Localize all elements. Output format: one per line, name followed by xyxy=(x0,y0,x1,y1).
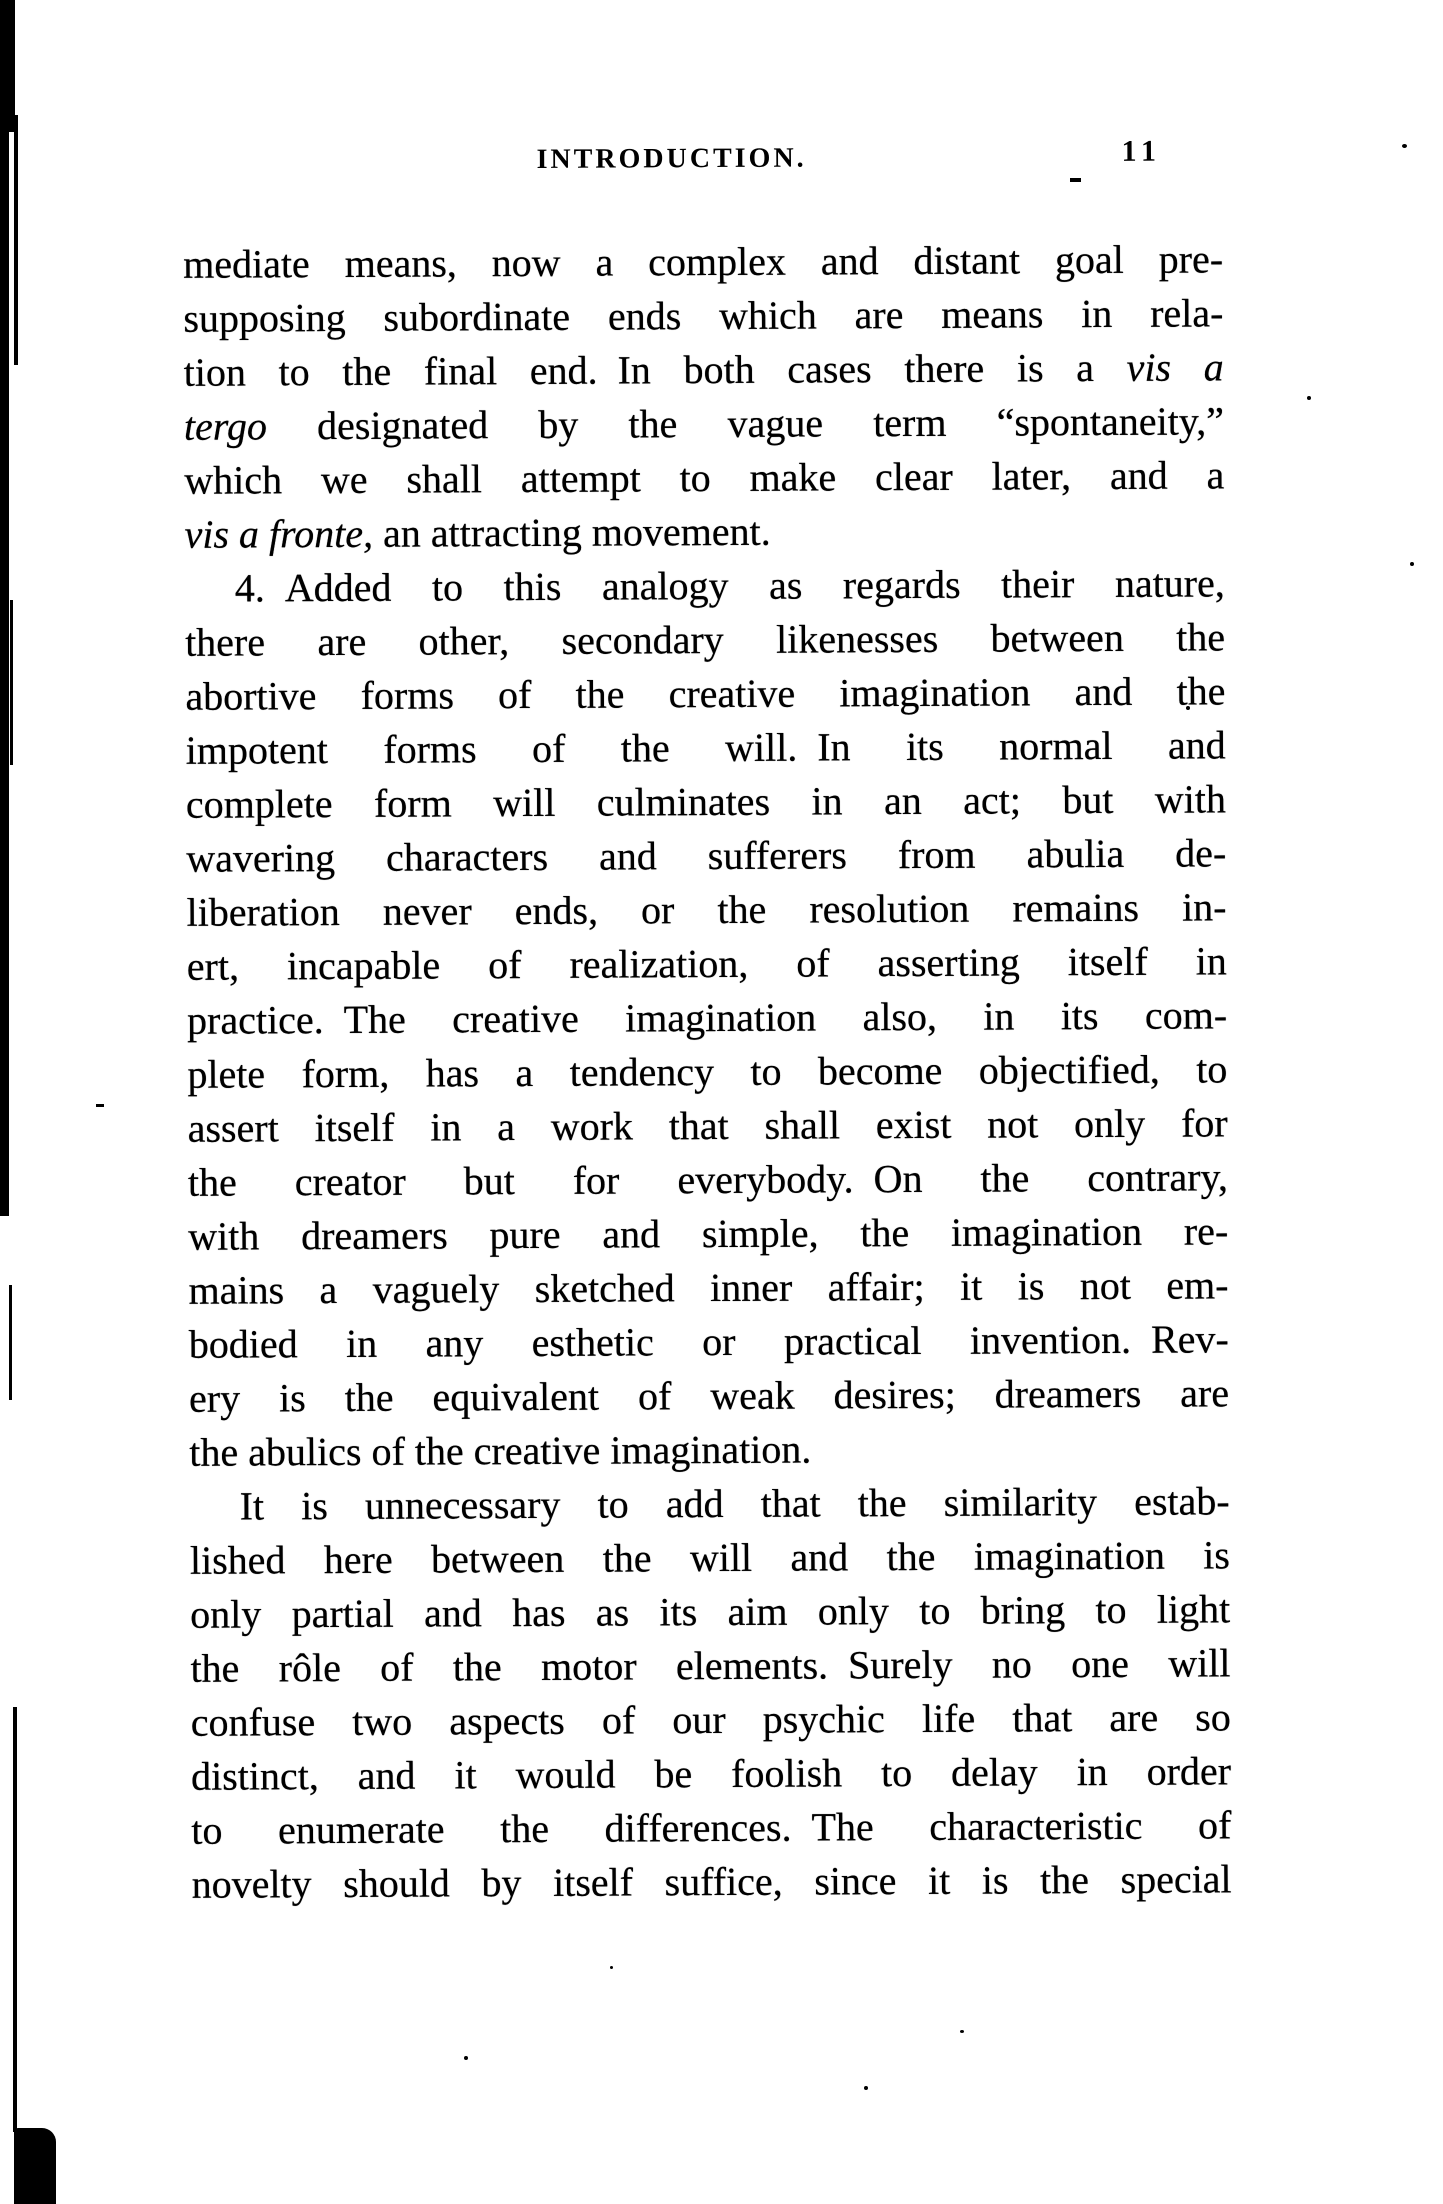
page-text-block xyxy=(183,232,1232,1911)
text-run: confuse two aspects of our psychic life that are so xyxy=(190,1694,1231,1745)
text-line xyxy=(185,610,1225,669)
text-run: impotent forms of the will. In its normal and xyxy=(185,722,1226,773)
text-line xyxy=(189,1420,1229,1479)
text-line xyxy=(186,826,1226,885)
text-run: tion to the final end. In both cases there is a xyxy=(183,344,1127,395)
text-line xyxy=(190,1582,1230,1641)
text-line xyxy=(187,988,1227,1047)
text-line xyxy=(185,556,1225,615)
running-title: INTRODUCTION. xyxy=(536,142,807,175)
text-run: novelty should by itself suffice, since it is the special xyxy=(191,1856,1232,1907)
text-run: which we shall attempt to make clear later, and a xyxy=(184,452,1225,503)
text-line xyxy=(190,1474,1230,1533)
page-number: 11 xyxy=(1121,134,1163,168)
italic-text-run: vis a fronte, xyxy=(184,510,374,557)
text-line xyxy=(184,394,1224,453)
text-line xyxy=(186,880,1226,939)
text-run: mediate means, now a complex and distant goal pre- xyxy=(183,236,1224,287)
text-run: bodied in any esthetic or practical invention. Rev- xyxy=(188,1316,1229,1367)
text-run: complete form will culminates in an act; but with xyxy=(185,776,1227,827)
text-run: liberation never ends, or the resolution remains in- xyxy=(186,884,1227,935)
text-run: with dreamers pure and simple, the imagination re- xyxy=(188,1208,1229,1259)
text-line xyxy=(183,232,1223,291)
text-run: the abulics of the creative imagination. xyxy=(189,1426,812,1475)
italic-text-run: vis a xyxy=(1126,344,1224,390)
text-run: abortive forms of the creative imagination and the xyxy=(185,668,1226,719)
text-line xyxy=(186,718,1226,777)
text-run: there are other, secondary likenesses between the xyxy=(185,614,1226,665)
text-run: assert itself in a work that shall exist not only for xyxy=(187,1100,1228,1151)
text-line xyxy=(191,1744,1231,1803)
text-run: only partial and has as its aim only to bring to light xyxy=(190,1586,1231,1637)
text-line xyxy=(189,1312,1229,1371)
text-line xyxy=(184,340,1224,399)
text-run: the rôle of the motor elements. Surely no one will xyxy=(190,1640,1231,1691)
text-run: plete form, has a tendency to become objectified, to xyxy=(187,1046,1228,1097)
text-line xyxy=(190,1528,1230,1587)
text-line xyxy=(183,286,1223,345)
text-line xyxy=(186,772,1226,831)
text-run: to enumerate the differences. The characteristic of xyxy=(191,1802,1232,1853)
text-run: mains a vaguely sketched inner affair; it is not em- xyxy=(188,1262,1229,1313)
text-run: practice. The creative imagination also, in its com- xyxy=(186,992,1228,1043)
text-run: an attracting movement. xyxy=(372,508,771,556)
text-line xyxy=(188,1096,1228,1155)
text-line xyxy=(190,1636,1230,1695)
text-run: wavering characters and sufferers from abulia de- xyxy=(186,830,1227,881)
text-line xyxy=(191,1690,1231,1749)
text-run: the creator but for everybody. On the contrary, xyxy=(187,1154,1229,1205)
text-run: supposing subordinate ends which are means in rela- xyxy=(183,290,1224,341)
text-line xyxy=(187,1042,1227,1101)
text-run: distinct, and it would be foolish to delay in order xyxy=(190,1748,1232,1799)
text-line xyxy=(191,1798,1231,1857)
text-line xyxy=(189,1366,1229,1425)
text-line xyxy=(191,1852,1231,1911)
text-line xyxy=(185,664,1225,723)
text-line xyxy=(187,934,1227,993)
text-line xyxy=(188,1204,1228,1263)
text-run: 4. Added to this analogy as regards their nature, xyxy=(234,560,1225,611)
text-run: ery is the equivalent of weak desires; dreamers are xyxy=(188,1370,1230,1421)
text-line xyxy=(184,502,1224,561)
text-line xyxy=(188,1258,1228,1317)
text-run: designated by the vague term “spontaneity,” xyxy=(266,398,1225,449)
text-run: ert, incapable of realization, of asserting itself in xyxy=(186,938,1227,989)
text-line xyxy=(184,448,1224,507)
text-run: lished here between the will and the imagination is xyxy=(189,1532,1231,1583)
text-line xyxy=(188,1150,1228,1209)
italic-text-run: tergo xyxy=(183,403,268,449)
text-run: It is unnecessary to add that the similarity estab- xyxy=(239,1478,1230,1529)
